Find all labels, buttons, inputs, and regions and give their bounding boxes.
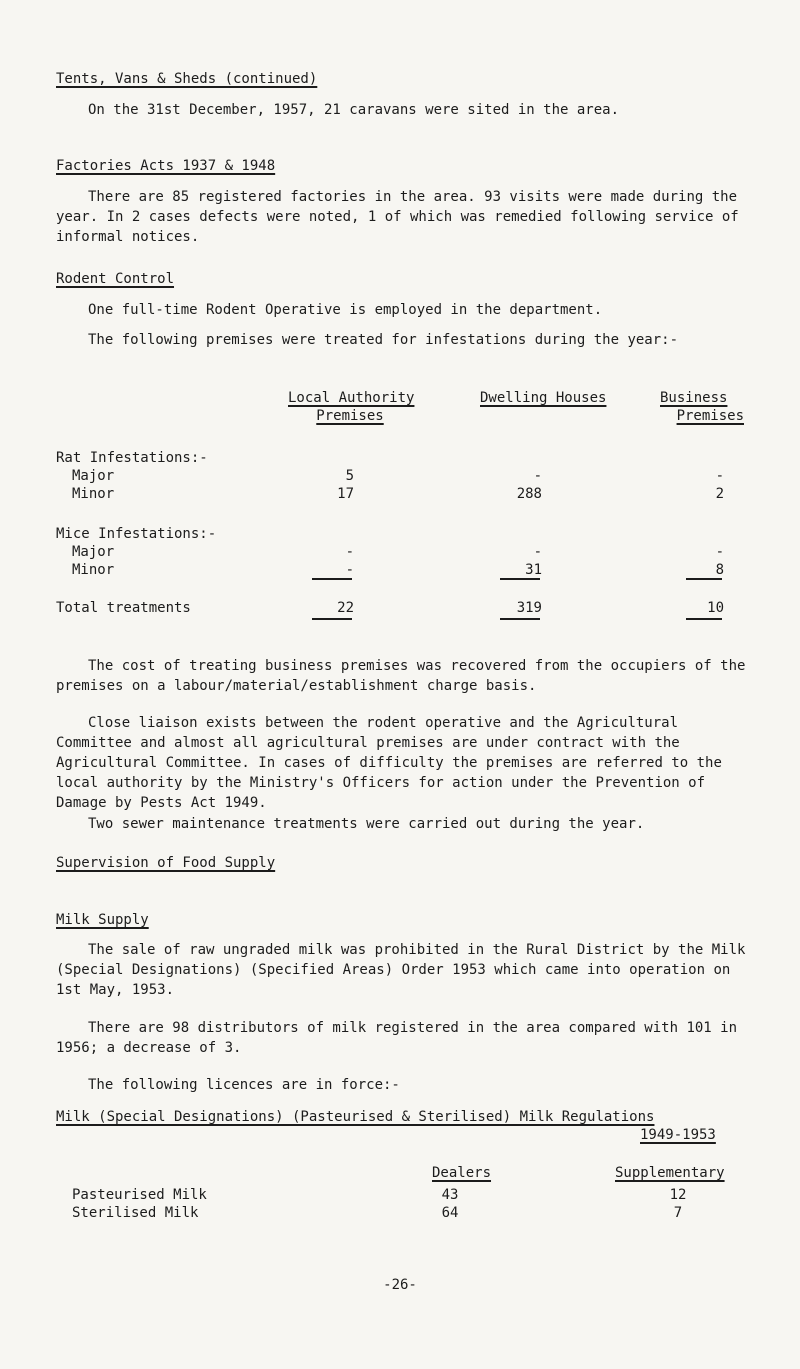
mice-major-business: - bbox=[715, 544, 724, 560]
total-la: 22 bbox=[337, 600, 354, 616]
rodent-p1: One full-time Rodent Operative is employed in the department. bbox=[88, 302, 603, 318]
total-rule-business bbox=[686, 618, 722, 620]
rat-minor-business: 2 bbox=[715, 486, 724, 502]
rat-infestations-label: Rat Infestations:- bbox=[56, 450, 208, 466]
regulations-title: Milk (Special Designations) (Pasteurised & Sterilised) Milk Regulations bbox=[56, 1109, 655, 1125]
rat-major-dwelling: - bbox=[533, 468, 542, 484]
mice-major-la: - bbox=[345, 544, 354, 560]
mice-minor-business: 8 bbox=[715, 562, 724, 578]
milk-supply-heading: Milk Supply bbox=[56, 912, 149, 928]
rat-minor-dwelling: 288 bbox=[516, 486, 542, 502]
sterilised-dealers: 64 bbox=[441, 1205, 459, 1221]
rat-major-business: - bbox=[715, 468, 724, 484]
total-rule-la bbox=[312, 618, 352, 620]
col-business-premises: Premises bbox=[676, 408, 744, 424]
milk-p1: The sale of raw ungraded milk was prohibited in the Rural District by the Milk (Special Designations) (Specified Areas) Order 1953 which came into operation on 1st May, 1953. bbox=[56, 942, 746, 998]
mice-major-label: Major bbox=[72, 544, 115, 560]
mice-major-dwelling: - bbox=[533, 544, 542, 560]
mice-infestations-label: Mice Infestations:- bbox=[56, 526, 217, 542]
pasteurised-label: Pasteurised Milk bbox=[72, 1187, 207, 1203]
rat-major-la: 5 bbox=[345, 468, 354, 484]
tents-text: On the 31st December, 1957, 21 caravans were sited in the area. bbox=[88, 102, 620, 118]
subtotal-rule-la bbox=[312, 578, 352, 580]
pasteurised-dealers: 43 bbox=[441, 1187, 459, 1203]
milk-p3: The following licences are in force:- bbox=[88, 1077, 400, 1093]
factories-heading: Factories Acts 1937 & 1948 bbox=[56, 158, 276, 174]
mice-minor-la: - bbox=[345, 562, 354, 578]
col-supplementary: Supplementary bbox=[615, 1165, 725, 1181]
mice-minor-label: Minor bbox=[72, 562, 115, 578]
total-treatments-label: Total treatments bbox=[56, 600, 191, 616]
sterilised-supplementary: 7 bbox=[673, 1205, 683, 1221]
rodent-heading: Rodent Control bbox=[56, 271, 175, 287]
rodent-p4: Close liaison exists between the rodent operative and the Agricultural Committee and almost all agricultural premises are under contract with the Agricultural Committee. In cases of difficulty the premises are referred to the local authority by the Ministry's Officers for action under the Prevention of Damage by Pests Act 1949. bbox=[56, 715, 722, 811]
food-supply-heading: Supervision of Food Supply bbox=[56, 855, 276, 871]
col-local-authority-premises: Premises bbox=[316, 408, 384, 424]
rodent-p3: The cost of treating business premises was recovered from the occupiers of the premises on a labour/material/establishment charge basis. bbox=[56, 658, 746, 694]
milk-p2: There are 98 distributors of milk registered in the area compared with 101 in 1956; a decrease of 3. bbox=[56, 1020, 738, 1056]
total-business: 10 bbox=[707, 600, 724, 616]
col-business: Business bbox=[660, 390, 728, 406]
total-rule-dwelling bbox=[500, 618, 540, 620]
rat-minor-label: Minor bbox=[72, 486, 115, 502]
pasteurised-supplementary: 12 bbox=[669, 1187, 687, 1203]
col-dealers: Dealers bbox=[432, 1165, 492, 1181]
page-number: -26- bbox=[383, 1277, 417, 1293]
total-dwelling: 319 bbox=[516, 600, 542, 616]
sterilised-label: Sterilised Milk bbox=[72, 1205, 199, 1221]
subtotal-rule-business bbox=[686, 578, 722, 580]
factories-text: There are 85 registered factories in the area. 93 visits were made during the year. In 2 cases defects were noted, 1 of which was remedied following service of informal notices. bbox=[56, 189, 739, 245]
rodent-p5: Two sewer maintenance treatments were carried out during the year. bbox=[88, 816, 645, 832]
rat-major-label: Major bbox=[72, 468, 115, 484]
tents-heading: Tents, Vans & Sheds (continued) bbox=[56, 71, 318, 87]
regulations-years: 1949-1953 bbox=[640, 1127, 716, 1143]
rodent-p2: The following premises were treated for infestations during the year:- bbox=[88, 332, 679, 348]
subtotal-rule-dwelling bbox=[500, 578, 540, 580]
col-dwelling-houses: Dwelling Houses bbox=[480, 390, 607, 406]
mice-minor-dwelling: 31 bbox=[525, 562, 542, 578]
col-local-authority: Local Authority bbox=[288, 390, 415, 406]
rat-minor-la: 17 bbox=[337, 486, 354, 502]
